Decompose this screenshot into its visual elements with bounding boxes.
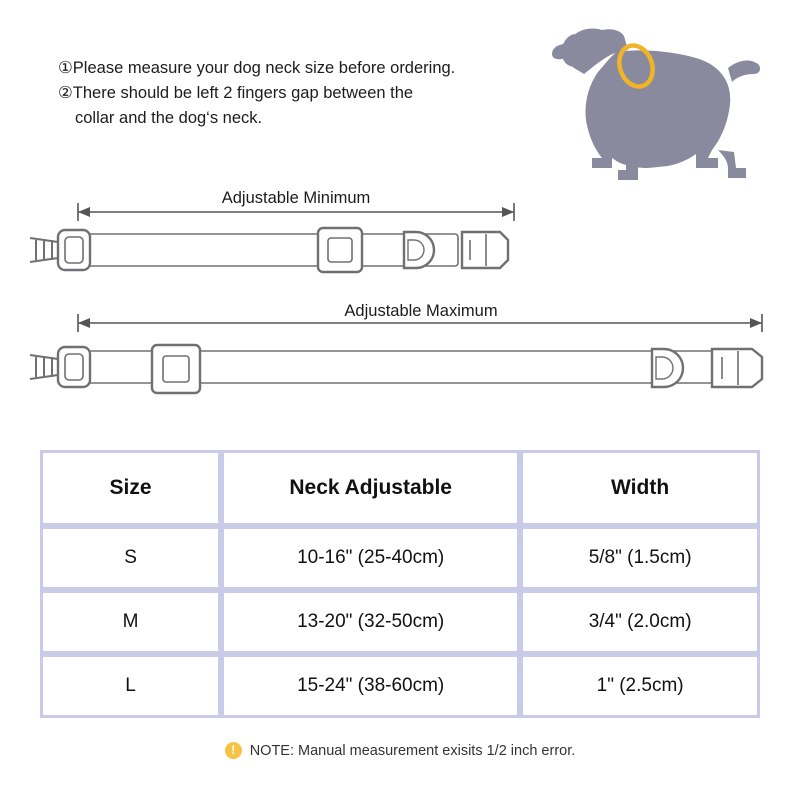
instruction-line-1 <box>58 56 528 81</box>
header-size: Size <box>40 450 221 526</box>
note-row <box>0 742 800 759</box>
instruction-text-3: collar and the dog‘s neck. <box>75 109 263 127</box>
instructions-block <box>58 56 528 131</box>
header-width: Width <box>520 450 760 526</box>
cell-width: 5/8" (1.5cm) <box>520 526 760 590</box>
instruction-text-1: Please measure your dog neck size before ordering. <box>72 59 456 77</box>
table-row <box>40 590 760 654</box>
size-table <box>40 450 760 718</box>
cell-width: 3/4" (2.0cm) <box>520 590 760 654</box>
cell-width: 1" (2.5cm) <box>520 654 760 718</box>
cell-neck: 13-20" (32-50cm) <box>221 590 520 654</box>
instruction-line-2 <box>58 81 528 106</box>
table-header-row <box>40 450 760 526</box>
collar-minimum-graphic <box>0 190 800 290</box>
cell-size: L <box>40 654 221 718</box>
header-neck-adjustable: Neck Adjustable <box>221 450 520 526</box>
cell-neck: 10-16" (25-40cm) <box>221 526 520 590</box>
table-row <box>40 526 760 590</box>
instruction-marker-1: ① <box>58 59 73 77</box>
collar-diagram-maximum <box>0 295 800 405</box>
instruction-text-2: There should be left 2 fingers gap between the <box>72 84 414 102</box>
label-adjustable-minimum: Adjustable Minimum <box>221 189 371 207</box>
cell-neck: 15-24" (38-60cm) <box>221 654 520 718</box>
table-row <box>40 654 760 718</box>
cell-size: M <box>40 590 221 654</box>
dog-illustration <box>532 8 772 198</box>
label-adjustable-maximum: Adjustable Maximum <box>344 302 498 320</box>
instruction-marker-2: ② <box>58 84 73 102</box>
cell-size: S <box>40 526 221 590</box>
dog-icon <box>532 8 772 198</box>
warning-icon: ! <box>225 742 242 759</box>
collar-diagram-minimum <box>0 190 800 290</box>
instruction-line-3 <box>58 106 528 131</box>
note-text: NOTE: Manual measurement exisits 1/2 inch error. <box>249 742 576 759</box>
